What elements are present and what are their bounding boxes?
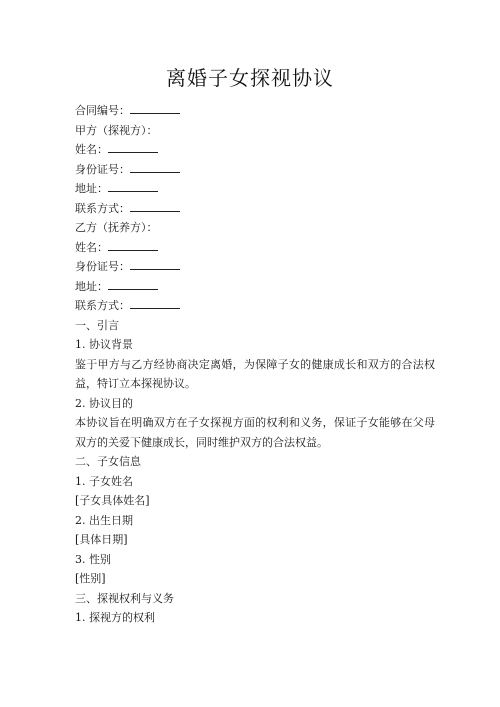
contract-number-label: 合同编号： [75, 104, 130, 117]
gender-placeholder: [性别] [75, 572, 106, 585]
party-b-id-label: 身份证号： [75, 260, 130, 273]
party-b-heading: 乙方（抚养方）： [75, 221, 158, 234]
party-a-id-line [75, 160, 435, 180]
section-1-heading: 一、引言 [75, 318, 119, 332]
party-a-name-line [75, 140, 435, 160]
section-1-item-2-heading: 2. 协议目的 [75, 396, 133, 410]
section-1-item-1-text: 鉴于甲方与乙方经协商决定离婚，为保障子女的健康成长和双方的合法权益，特订立本探视协议。 [75, 357, 435, 390]
party-a-name-label: 姓名： [75, 143, 108, 156]
birth-date-placeholder: [具体日期] [75, 533, 128, 546]
party-a-address-line [75, 179, 435, 199]
contract-number-blank [130, 102, 180, 114]
party-b-name-label: 姓名： [75, 240, 108, 254]
party-b-address-blank [108, 278, 158, 290]
party-a-contact-label: 联系方式： [75, 201, 130, 215]
section-2-item-1-heading: 1. 子女姓名 [75, 474, 133, 488]
section-2-item-2-heading: 2. 出生日期 [75, 513, 133, 527]
section-3-item-1-heading: 1. 探视方的权利 [75, 611, 155, 624]
child-name-placeholder: [子女具体姓名] [75, 494, 150, 507]
contract-number-line [75, 101, 435, 121]
party-a-contact-line [75, 199, 435, 219]
party-a-address-blank [108, 180, 158, 192]
document-title: 离婚子女探视协议 [166, 66, 334, 90]
section-2-item-3-heading: 3. 性别 [75, 552, 111, 566]
section-1-item-2-text: 本协议旨在明确双方在子女探视方面的权利和义务，保证子女能够在父母双方的关爱下健康成长，同时维护双方的合法权益。 [75, 416, 435, 449]
party-b-name-line [75, 238, 435, 258]
party-b-address-line [75, 277, 435, 297]
party-a-address-label: 地址： [75, 182, 108, 195]
party-b-id-line [75, 257, 435, 277]
party-b-name-blank [108, 239, 158, 251]
document-body [75, 101, 435, 628]
party-a-name-blank [108, 141, 158, 153]
section-3-heading: 三、探视权利与义务 [75, 591, 174, 605]
party-a-id-blank [130, 161, 180, 173]
party-b-id-blank [130, 258, 180, 270]
party-b-contact-line [75, 296, 435, 316]
party-a-contact-blank [130, 200, 180, 212]
section-1-item-1-heading: 1. 协议背景 [75, 338, 133, 351]
party-b-contact-label: 联系方式： [75, 299, 130, 312]
section-2-heading: 二、子女信息 [75, 455, 141, 468]
party-b-address-label: 地址： [75, 279, 108, 293]
party-a-id-label: 身份证号： [75, 162, 130, 176]
party-a-heading: 甲方（探视方）： [75, 123, 158, 137]
party-b-contact-blank [130, 297, 180, 309]
